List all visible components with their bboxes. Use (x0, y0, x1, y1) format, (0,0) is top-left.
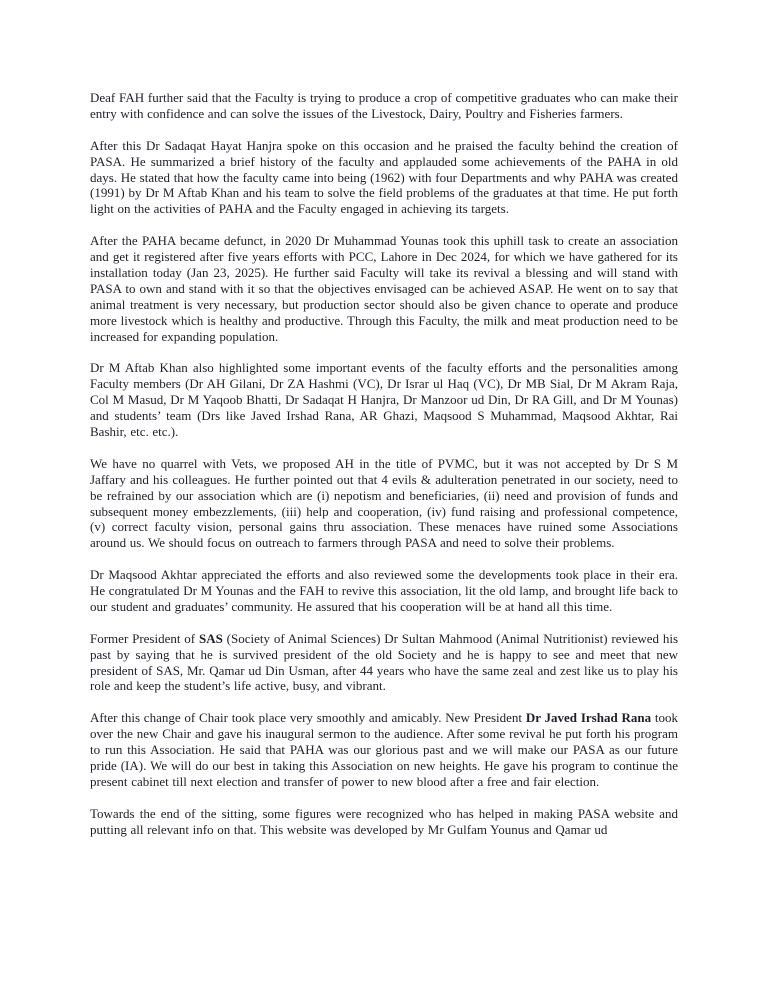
text-run: Former President of (90, 630, 199, 646)
document-body (90, 90, 678, 837)
paragraph (90, 806, 678, 838)
bold-text-run: SAS (198, 630, 223, 646)
text-run: After the PAHA became defunct, in 2020 Dr Muhammad Younas took this uphill task to create an association and get it registered after five years efforts with PCC, Lahore in Dec 2024, for which we have gathered for its installation today (Jan 23, 2025). He further said Faculty will take its revival a blessing and will stand with PASA to own and stand with it so that the objectives envisaged can be achieved ASAP. He went on to say that animal treatment is very necessary, but production sector should also be given chance to operate and produce more livestock which is healthy and productive. Through this Faculty, the milk and meat production need to be increased for expanding population. (90, 233, 678, 344)
text-run: took over the new Chair and gave his inaugural sermon to the audience. After some revival he put forth his program to run this Association. He said that PAHA was our glorious past and we will make our PASA as our future pride (IA). We will do our best in taking this Association on new heights. He gave his program to continue the present cabinet till next election and transfer of power to new blood after a free and fair election. (90, 710, 678, 789)
paragraph (90, 710, 678, 790)
text-run: After this change of Chair took place very smoothly and amicably. New President (90, 710, 526, 726)
paragraph (90, 360, 678, 440)
text-run: After this Dr Sadaqat Hayat Hanjra spoke on this occasion and he praised the faculty behind the creation of PASA. He summarized a brief history of the faculty and applauded some achievements of the PAHA in old days. He stated that how the faculty came into being (1962) with four Departments and why PAHA was created (1991) by Dr M Aftab Khan and his team to solve the field problems of the graduates at that time. He put forth light on the activities of PAHA and the Faculty engaged in achieving its targets. (90, 137, 678, 217)
text-run: Dr M Aftab Khan also highlighted some important events of the faculty efforts and the personalities among Faculty members (Dr AH Gilani, Dr ZA Hashmi (VC), Dr Israr ul Haq (VC), Dr MB Sial, Dr M Akram Raja, Col M Masud, Dr M Yaqoob Bhatti, Dr Sadaqat H Hanjra, Dr Manzoor ud Din, Dr RA Gill, and Dr M Younas) and students’ team (Drs like Javed Irshad Rana, AR Ghazi, Maqsood S Muhammad, Maqsood Akhtar, Rai Bashir, etc. etc.). (90, 360, 678, 439)
paragraph (90, 90, 678, 122)
bold-text-run: Dr Javed Irshad Rana (525, 710, 652, 726)
text-run: Towards the end of the sitting, some figures were recognized who has helped in making PASA website and putting all relevant info on that. This website was developed by Mr Gulfam Younus and Qamar ud (90, 805, 678, 837)
paragraph (90, 631, 678, 695)
text-run: We have no quarrel with Vets, we proposed AH in the title of PVMC, but it was not accepted by Dr S M Jaffary and his colleagues. He further pointed out that 4 evils & adulteration penetrated in our society, need to be refrained by our association which are (i) nepotism and beneficiaries, (ii) need and provision of funds and subsequent money embezzlements, (iii) help and cooperation, (iv) fund raising and professional competence, (v) correct faculty vision, personal gains thru association. These menaces have ruined some Associations around us. We should focus on outreach to farmers through PASA and need to solve their problems. (90, 455, 678, 551)
paragraph (90, 233, 678, 344)
paragraph (90, 456, 678, 551)
text-run: Dr Maqsood Akhtar appreciated the efforts and also reviewed some the developments took place in their era. He congratulated Dr M Younas and the FAH to revive this association, lit the old lamp, and brought life back to our student and graduates’ community. He assured that his cooperation will be at hand all this time. (90, 567, 678, 614)
paragraph (90, 138, 678, 218)
paragraph (90, 567, 678, 615)
text-run: (Society of Animal Sciences) Dr Sultan Mahmood (Animal Nutritionist) reviewed his past by saying that he is survived president of the old Society and he is happy to see and meet that new president of SAS, Mr. Qamar ud Din Usman, after 44 years who have the same zeal and zest like us to play his role and keep the student’s life active, busy, and vibrant. (90, 630, 678, 694)
text-run: Deaf FAH further said that the Faculty is trying to produce a crop of competitive graduates who can make their entry with confidence and can solve the issues of the Livestock, Dairy, Poultry and Fisheries farmers. (90, 90, 678, 121)
